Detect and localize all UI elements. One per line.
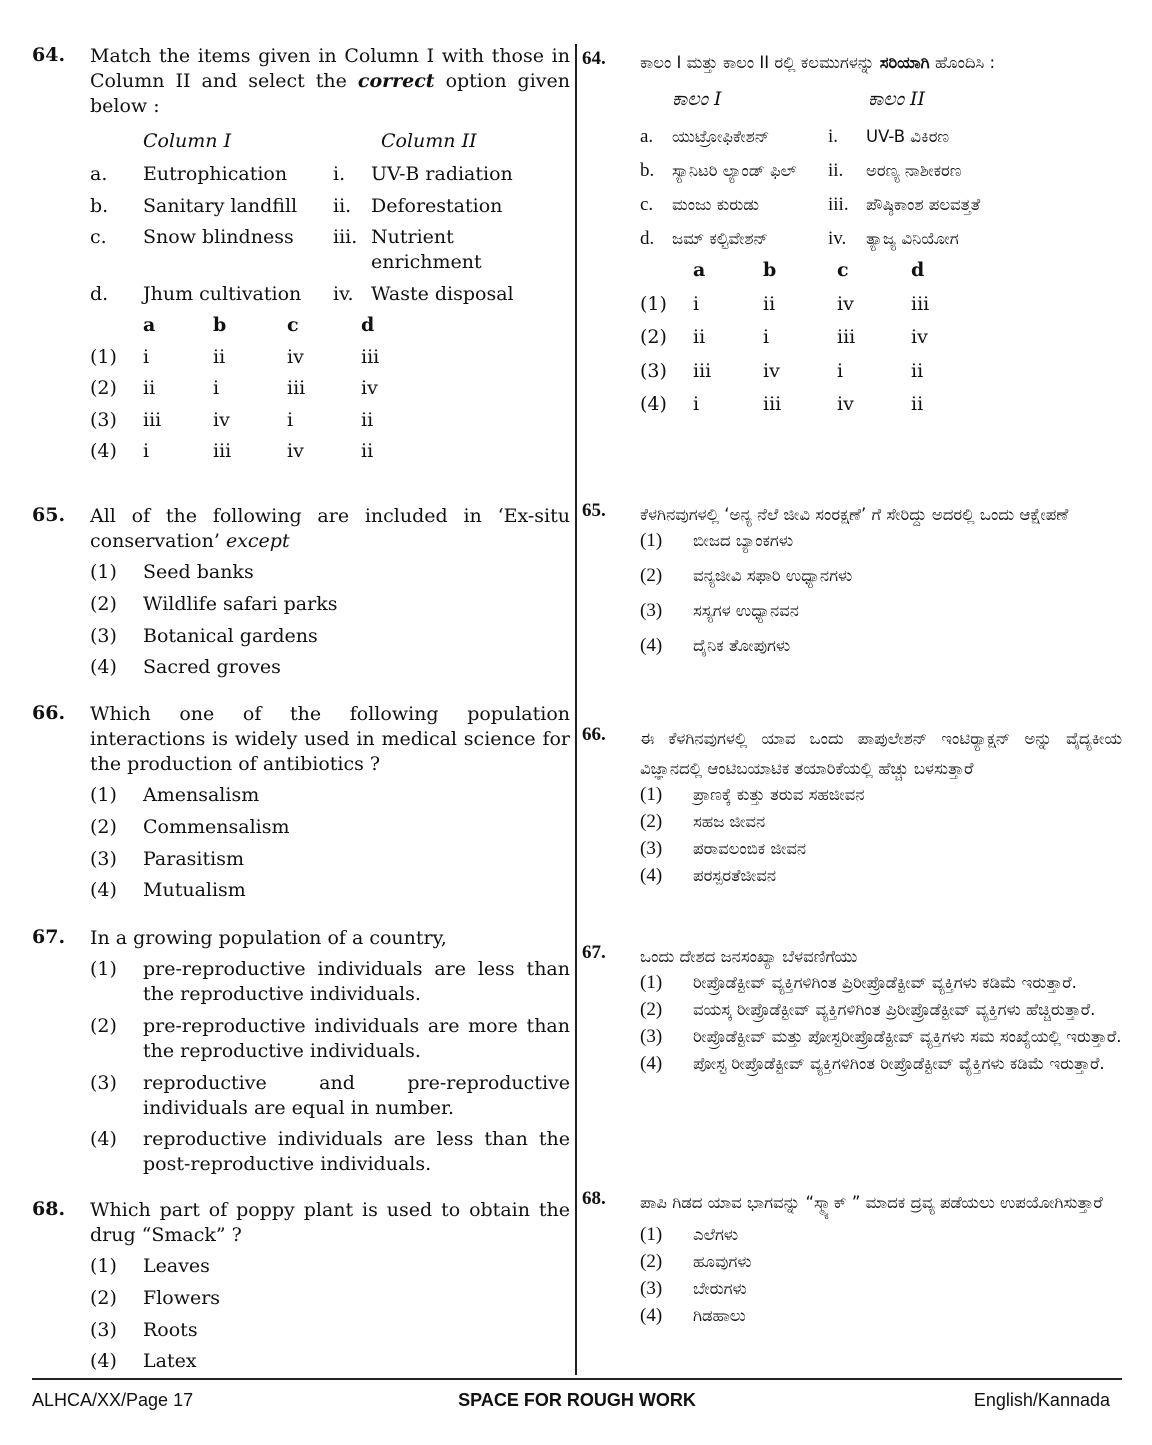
answer-cell: iv: [911, 326, 928, 348]
option: [90, 878, 570, 903]
answer-cell: iv: [763, 359, 780, 382]
option-text: Mutualism: [143, 879, 246, 902]
answer-header: c: [837, 259, 849, 281]
answer-cell: iv: [837, 393, 854, 415]
question-text-part: option given below :: [90, 70, 570, 117]
question-text: ಪಾಪಿ ಗಿಡದ ಯಾವ ಭಾಗವನ್ನು “ಸ್ಮ್ಯಾಕ್ ” ಮಾದಕ ದ್ರವ್ಯ ಪಡೆಯಲು ಉಪಯೋಗಿಸುತ್ತಾರೆ: [640, 1193, 1103, 1212]
answer-cell: iii: [837, 326, 856, 348]
option-text: reproductive individuals are less than the post-reproductive individuals.: [143, 1128, 570, 1176]
option-number: (4): [640, 1053, 663, 1074]
option: [90, 783, 570, 808]
option: [640, 565, 1122, 587]
option: [90, 957, 570, 1007]
option-number: (2): [90, 592, 117, 615]
question-text: [640, 48, 1122, 78]
option-number: (2): [640, 565, 663, 586]
answer-header: a: [693, 259, 706, 281]
option-number: (1): [640, 530, 663, 551]
row-roman: ii.: [828, 160, 844, 181]
match-row: [640, 224, 1122, 254]
option-number: (1): [90, 1255, 117, 1277]
question-emphasis: ಸರಿಯಾಗಿ: [879, 53, 930, 72]
match-row: [640, 190, 1122, 220]
options-list: [90, 783, 570, 903]
question-number: 67.: [32, 926, 66, 948]
option-text: ಬೇರುಗಳು: [693, 1279, 747, 1298]
question-text: In a growing population of a country,: [90, 927, 447, 949]
row-item: Snow blindness: [143, 226, 294, 248]
question-text: Which one of the following population interactions is widely used in medical science for the production of antibiotics ?: [90, 703, 570, 775]
row-roman: iv.: [828, 228, 847, 249]
option-text: ಪೋಸ್ಟ ರೀಪ್ರೊಡೆಕ್ಟೀವ್ ವ್ಯಕ್ತಿಗಳಿಗಿಂತ ರೀಪ್ರೊಡೆಕ್ಟೀವ್ ವ್ಯೆಕ್ತಿಗಳು ಕಡಿಮೆ ಇರುತ್ತಾರೆ.: [693, 1054, 1105, 1073]
options-list: [640, 530, 1122, 657]
answer-cell: iv: [837, 292, 854, 315]
option-number: (1): [640, 972, 663, 993]
option: [90, 624, 570, 649]
answer-option: [640, 359, 1122, 384]
option-number: (3): [90, 847, 117, 870]
option-text: ಸಹಜ ಜೀವನ: [693, 812, 766, 831]
row-letter: a.: [90, 163, 108, 185]
answer-cell: ii: [763, 292, 776, 315]
question-number: 64.: [582, 48, 606, 69]
page-code: ALHCA/XX/Page 17: [32, 1390, 194, 1410]
option-text: Parasitism: [143, 847, 244, 870]
option-text: ವನ್ಯಜೀವಿ ಸಫಾರಿ ಉಧ್ಯಾನಗಳು: [693, 566, 853, 585]
row-letter: d.: [640, 228, 655, 249]
option: [90, 655, 570, 680]
question-text-part: All of the following are included in ‘Ex-situ conservation’: [90, 505, 570, 552]
row-item: ಸ್ಯಾನಿಟರಿ ಲ್ಯಾಂಡ್ ಫಿಲ್: [672, 161, 797, 180]
option-number: (2): [640, 326, 667, 348]
option: [640, 1026, 1122, 1048]
question-64-en: [32, 44, 570, 471]
option-number: (3): [640, 600, 663, 621]
option-text: ಪರಸ್ಪರತೆಜೀವನ: [693, 866, 777, 885]
option-number: (4): [640, 635, 663, 656]
row-roman: iii.: [828, 194, 849, 215]
answer-cell: iii: [361, 345, 380, 368]
option: [640, 1224, 1122, 1246]
option-number: (3): [90, 408, 117, 431]
column-divider: [575, 44, 577, 1375]
answer-cell: i: [213, 377, 220, 399]
question-65-kn: [582, 500, 1122, 662]
question-number: 64.: [32, 44, 66, 66]
question-emphasis: except: [225, 530, 290, 552]
answer-cell: iv: [361, 377, 378, 399]
option: [640, 999, 1122, 1021]
question-number: 65.: [32, 504, 66, 526]
answer-option: [90, 408, 570, 433]
option-text: pre-reproductive individuals are less than the reproductive individuals.: [143, 958, 570, 1005]
option-number: (3): [640, 838, 663, 859]
answer-cell: i: [693, 393, 700, 415]
option-number: (3): [90, 1318, 117, 1341]
row-match: ಅರಣ್ಯ ನಾಶೀಕರಣ: [866, 161, 962, 180]
question-number: 66.: [582, 724, 606, 745]
option-number: (1): [640, 1224, 663, 1245]
option-number: (4): [90, 656, 117, 679]
answer-cell: iii: [763, 393, 782, 415]
answer-cell: ii: [911, 359, 924, 382]
option-text: ಬೀಜದ ಬ್ಯಾಂಕಗಳು: [693, 531, 794, 550]
question-67-kn: [582, 942, 1122, 1080]
option-text: ಸಸ್ಯಗಳ ಉಧ್ಯಾನವನ: [693, 601, 799, 620]
row-item: Eutrophication: [143, 163, 288, 185]
option: [640, 600, 1122, 622]
answer-cell: ii: [693, 326, 706, 348]
row-item: Jhum cultivation: [143, 282, 302, 305]
question-text: [90, 44, 570, 119]
row-roman: iii.: [333, 226, 358, 248]
answer-option: [640, 392, 1122, 417]
column-ii-header: ಕಾಲಂ II: [868, 88, 926, 110]
row-match: UV-B ವಿಕಿರಣ: [866, 127, 950, 146]
column-headers: [90, 129, 570, 154]
match-table: [640, 82, 1122, 417]
option: [640, 1278, 1122, 1300]
question-text: ಒಂದು ದೇಶದ ಜನಸಂಖ್ಯಾ ಬೆಳವಣಿಗೆಯು: [640, 947, 858, 966]
option: [90, 560, 570, 585]
answer-cell: iv: [213, 408, 230, 431]
column-i-header: Column I: [143, 130, 232, 152]
option-text: ಹೂವುಗಳು: [693, 1252, 752, 1271]
answer-cell: iv: [287, 440, 304, 462]
option: [90, 1071, 570, 1121]
answer-cell: i: [143, 345, 150, 368]
answer-cell: iii: [287, 377, 306, 399]
row-match: Waste disposal: [371, 282, 514, 305]
option-number: (4): [90, 1350, 117, 1373]
question-number: 68.: [582, 1188, 606, 1209]
row-roman: i.: [828, 126, 839, 147]
option-text: Commensalism: [143, 815, 290, 838]
option-text: ವಯಸ್ಕ ರೀಪ್ರೊಡೆಕ್ಟೀವ್ ವ್ಯಕ್ತಿಗಳಿಗಿಂತ ಪ್ರಿರೀಪ್ರೊಡೆಕ್ಟೀವ್ ವ್ಯಕ್ತಿಗಳು ಹೆಚ್ಚಿರುತ್ತಾರೆ.: [693, 1000, 1096, 1019]
option-text: ಗಿಡಹಾಲು: [693, 1306, 746, 1325]
option-number: (2): [90, 1286, 117, 1309]
answer-cell: iii: [693, 359, 712, 382]
option-text: Latex: [143, 1350, 197, 1373]
row-match: ಪೌಷ್ಠಿಕಾಂಶ ಪಲವತ್ತತೆ: [866, 195, 981, 214]
option-number: (4): [90, 1128, 117, 1151]
option-number: (2): [640, 1251, 663, 1272]
row-letter: b.: [90, 194, 109, 217]
option-number: (1): [90, 561, 117, 583]
option-number: (3): [90, 624, 117, 647]
match-row: [640, 156, 1122, 186]
answer-header: d: [361, 314, 375, 336]
row-item: ಮಂಜು ಕುರುಡು: [672, 195, 759, 214]
option: [90, 1254, 570, 1279]
question-text: ಕೆಳಗಿನವುಗಳಲ್ಲಿ ‘ಅನ್ಯ ನೆಲೆ ಜೀವಿ ಸಂರಕ್ಷಣೆ’ ಗೆ ಸೇರಿದ್ದು ಅದರಲ್ಲಿ ಒಂದು ಆಕ್ಷೇಪಣೆ: [640, 505, 1069, 524]
answer-header: a: [143, 314, 156, 336]
option-text: pre-reproductive individuals are more than the reproductive individuals.: [143, 1014, 570, 1062]
options-list: [90, 560, 570, 680]
option: [90, 1349, 570, 1374]
row-roman: iv.: [333, 282, 354, 305]
question-text: ಈ ಕೆಳಗಿನವುಗಳಲ್ಲಿ ಯಾವ ಒಂದು ಪಾಪುಲೇಶನ್ ಇಂಟಿರ‍್ಯಾಕ್ಷನ್ ಅನ್ನು ವೈದ್ಯಕೀಯ ವಿಜ್ಞಾನದಲ್ಲಿ ಆಂಟಿಬಯಾಟಿಕ ತಯಾರಿಕೆಯಲ್ಲಿ ಹೆಚ್ಚು ಬಳಸುತ್ತಾರೆ: [640, 729, 1122, 778]
option: [640, 1251, 1122, 1273]
option: [640, 865, 1122, 887]
answer-cell: i: [837, 359, 844, 382]
option-text: ರೀಪ್ರೊಡೆಕ್ಟೀವ್ ಮತ್ತು ಪೋಸ್ಟರೀಪ್ರೊಡೆಕ್ಟೀವ್ ವ್ಯಕ್ತಿಗಳು ಸಮ ಸಂಖ್ಯೆಯಲ್ಲಿ ಇರುತ್ತಾರೆ.: [693, 1027, 1122, 1046]
row-letter: c.: [90, 226, 107, 248]
option: [640, 784, 1122, 806]
option-text: Amensalism: [143, 784, 260, 806]
option: [90, 1286, 570, 1311]
option-number: (4): [640, 865, 663, 886]
question-number: 68.: [32, 1198, 66, 1220]
answer-cell: ii: [213, 345, 226, 368]
row-match: ತ್ಯಾಜ್ಯ ವಿನಿಯೋಗ: [866, 229, 959, 248]
match-row: [90, 225, 570, 275]
answer-header: b: [213, 314, 227, 336]
option-number: (4): [90, 879, 117, 902]
answer-option: [640, 325, 1122, 350]
question-text: Which part of poppy plant is used to obtain the drug “Smack” ?: [90, 1199, 570, 1246]
option-number: (3): [640, 1278, 663, 1299]
question-text: [90, 504, 570, 554]
row-letter: d.: [90, 282, 109, 305]
answer-option: [640, 292, 1122, 317]
option: [640, 530, 1122, 552]
option-text: reproductive and pre-reproductive individuals are equal in number.: [143, 1071, 570, 1119]
option-text: ದೈನಿಕ ತೋಪುಗಳು: [693, 636, 791, 655]
question-text-part: Match the items given in Column I with those in Column II and select the: [90, 45, 570, 92]
option: [640, 1053, 1122, 1075]
row-item: ಜಮ್ ಕಲ್ಟಿವೇಶನ್: [672, 229, 769, 248]
option-number: (1): [640, 784, 663, 805]
options-list: [640, 1224, 1122, 1327]
row-match: UV-B radiation: [371, 163, 513, 185]
answer-cell: i: [143, 440, 150, 462]
answer-cell: ii: [361, 440, 374, 462]
row-letter: c.: [640, 194, 654, 215]
option-text: Roots: [143, 1318, 198, 1341]
option-number: (1): [640, 292, 667, 315]
answer-cell: ii: [143, 377, 156, 399]
rough-work-label: SPACE FOR ROUGH WORK: [458, 1390, 696, 1410]
option-number: (1): [90, 958, 117, 980]
answer-cell: i: [763, 326, 770, 348]
option: [90, 815, 570, 840]
match-row: [90, 162, 570, 187]
option-text: Leaves: [143, 1255, 210, 1277]
column-ii-header: Column II: [381, 130, 477, 152]
question-65-en: [32, 504, 570, 687]
match-row: [640, 122, 1122, 152]
question-number: 66.: [32, 702, 66, 724]
question-64-kn: [582, 48, 1122, 426]
match-table: [90, 129, 570, 464]
option: [640, 1305, 1122, 1327]
row-item: Sanitary landfill: [143, 194, 298, 217]
option: [640, 972, 1122, 994]
option-number: (2): [90, 377, 117, 399]
column-headers: [640, 82, 1122, 116]
option-number: (4): [640, 1305, 663, 1326]
option-text: Botanical gardens: [143, 624, 318, 647]
option-text: ಪ್ರಾಣಕ್ಕೆ ಕುತ್ತು ತರುವ ಸಹಜೀವನ: [693, 785, 865, 804]
option-number: (2): [640, 999, 663, 1020]
option-text: ಪರಾವಲಂಬಿಕ ಜೀವನ: [693, 839, 807, 858]
option-number: (3): [640, 359, 667, 382]
option-number: (4): [90, 440, 117, 462]
question-67-en: [32, 926, 570, 1184]
option-text: ರೀಪ್ರೊಡೆಕ್ಟೀವ್ ವ್ಯಕ್ತಿಗಳಿಗಿಂತ ಪ್ರಿರೀಪ್ರೊಡೆಕ್ಟೀವ್ ವ್ಯಕ್ತಿಗಳು ಕಡಿಮೆ ಇರುತ್ತಾರೆ.: [693, 973, 1077, 992]
match-row: [90, 194, 570, 219]
option-text: Flowers: [143, 1286, 221, 1309]
question-68-en: [32, 1198, 570, 1381]
question-number: 67.: [582, 942, 606, 963]
option: [90, 1318, 570, 1343]
option-number: (2): [90, 1014, 117, 1037]
question-text-part: ಹೊಂದಿಸಿ :: [929, 53, 996, 72]
options-list: [90, 957, 570, 1177]
question-number: 65.: [582, 500, 606, 521]
option: [640, 635, 1122, 657]
answer-cell: iii: [911, 292, 930, 315]
answer-cell: ii: [911, 393, 924, 415]
question-text-part: ಕಾಲಂ I ಮತ್ತು ಕಾಲಂ II ರಲ್ಲಿ ಕಲಮುಗಳನ್ನು: [640, 53, 880, 72]
match-row: [90, 282, 570, 307]
question-66-kn: [582, 724, 1122, 892]
answer-header: b: [763, 259, 777, 281]
answer-header-row: [90, 313, 570, 338]
option-number: (1): [90, 784, 117, 806]
row-letter: b.: [640, 160, 655, 181]
answer-cell: iii: [143, 408, 162, 431]
options-list: [90, 1254, 570, 1374]
row-match: Deforestation: [371, 194, 503, 217]
option: [90, 1127, 570, 1177]
option: [640, 811, 1122, 833]
option-number: (2): [90, 815, 117, 838]
answer-cell: iv: [287, 345, 304, 368]
row-roman: ii.: [333, 194, 352, 217]
option: [90, 1014, 570, 1064]
option-number: (1): [90, 345, 117, 368]
row-letter: a.: [640, 126, 654, 147]
answer-cell: iii: [213, 440, 232, 462]
option-text: ಎಲೆಗಳು: [693, 1225, 739, 1244]
answer-option: [90, 376, 570, 401]
answer-header-row: [640, 258, 1122, 283]
question-68-kn: [582, 1188, 1122, 1332]
language-label: English/Kannada: [973, 1390, 1110, 1410]
answer-header: d: [911, 259, 925, 281]
options-list: [640, 972, 1122, 1075]
question-66-en: [32, 702, 570, 910]
answer-cell: i: [693, 292, 700, 315]
answer-option: [90, 345, 570, 370]
question-emphasis: correct: [357, 70, 435, 92]
row-roman: i.: [333, 163, 346, 185]
row-match: Nutrient enrichment: [371, 226, 482, 273]
option: [90, 592, 570, 617]
answer-cell: ii: [361, 408, 374, 431]
option-number: (4): [640, 393, 667, 415]
answer-header: c: [287, 314, 299, 336]
footer-rule: [32, 1378, 1122, 1380]
option-text: Sacred groves: [143, 656, 281, 679]
row-item: ಯುಟ್ರೋಫಿಕೇಶನ್: [672, 127, 770, 146]
option: [640, 838, 1122, 860]
option-number: (3): [640, 1026, 663, 1047]
answer-cell: i: [287, 408, 294, 431]
page-footer: [32, 1390, 1122, 1416]
column-i-header: ಕಾಲಂ I: [672, 88, 722, 110]
option-text: Seed banks: [143, 561, 254, 583]
answer-option: [90, 439, 570, 464]
options-list: [640, 784, 1122, 887]
option: [90, 847, 570, 872]
option-number: (2): [640, 811, 663, 832]
option-text: Wildlife safari parks: [143, 592, 338, 615]
option-number: (3): [90, 1071, 117, 1094]
